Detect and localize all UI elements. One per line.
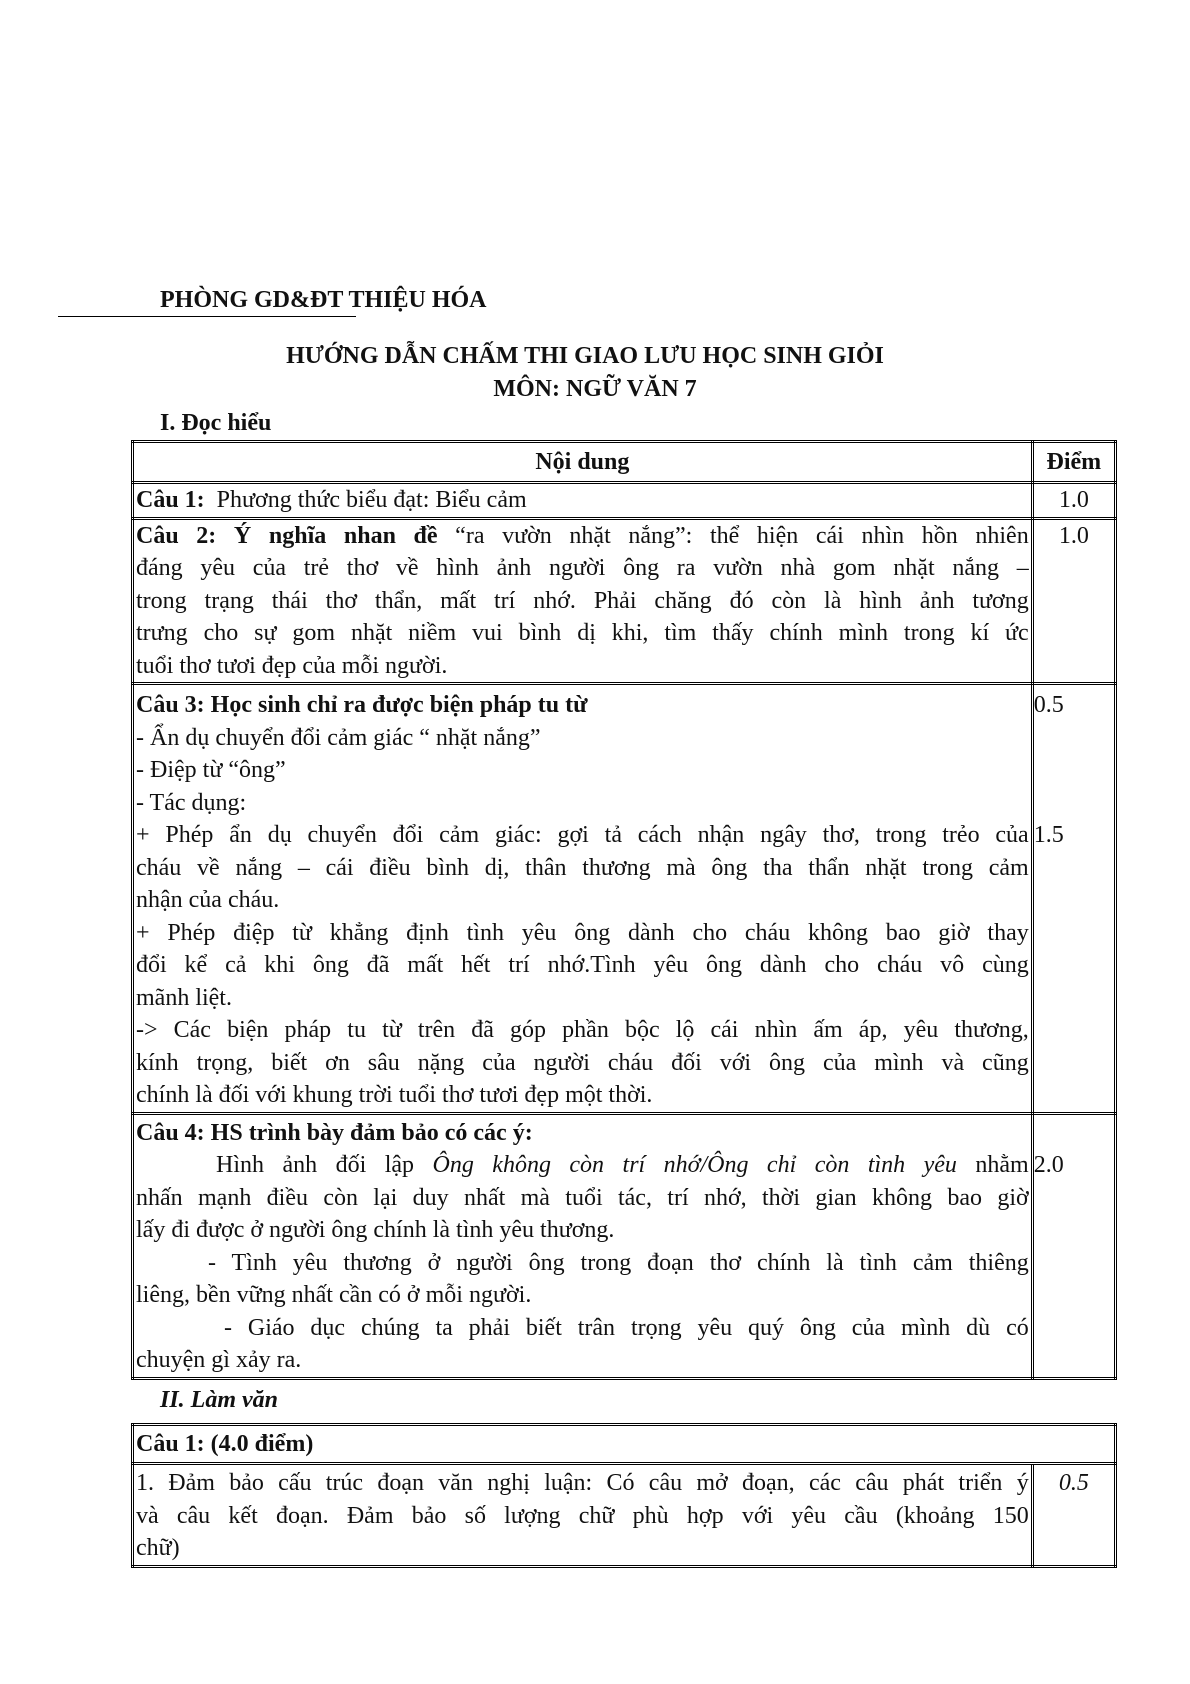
q3-score-cell bbox=[1032, 684, 1115, 1114]
q1-text: Phương thức biểu đạt: Biểu cảm bbox=[204, 487, 527, 513]
q3-line: -> Các biện pháp tu từ trên đã góp phần bộc lộ cái nhìn ấm áp, yêu thương, bbox=[136, 1017, 1029, 1043]
header-underline bbox=[58, 316, 356, 317]
q4-text: nhằm bbox=[956, 1152, 1029, 1178]
q2-cell bbox=[133, 518, 1033, 684]
q4-score: 2.0 bbox=[1033, 1152, 1064, 1178]
q4-score-cell bbox=[1032, 1113, 1115, 1378]
q2-score: 1.0 bbox=[1032, 518, 1115, 684]
q4-cell bbox=[133, 1113, 1033, 1378]
q3-score-1: 0.5 bbox=[1033, 692, 1064, 718]
table-row-q2 bbox=[133, 518, 1116, 684]
writing-item1-cell bbox=[133, 1464, 1033, 1567]
q2-line bbox=[136, 520, 1029, 553]
section-heading-writing: II. Làm văn bbox=[160, 1387, 279, 1413]
table-row-q3 bbox=[133, 684, 1116, 1114]
q4-label: Câu 4: HS trình bày đảm bảo có các ý: bbox=[136, 1119, 533, 1146]
document-title: HƯỚNG DẪN CHẤM THI GIAO LƯU HỌC SINH GIỎI bbox=[286, 343, 884, 369]
q2-line: trưng cho sự gom nhặt niềm vui bình dị khi, tìm thấy chính mình trong kí ức bbox=[136, 620, 1029, 646]
q3-line: cháu về nắng – cái điều bình dị, thân thương mà ông tha thẩn nhặt trong cảm bbox=[136, 854, 1029, 881]
q3-line: - Tác dụng: bbox=[136, 789, 247, 816]
writing-item1-line: 1. Đảm bảo cấu trúc đoạn văn nghị luận: Có câu mở đoạn, các câu phát triển ý bbox=[136, 1470, 1029, 1496]
q3-line: - Ẩn dụ chuyển đổi cảm giác “ nhặt nắng” bbox=[136, 724, 541, 751]
q3-line: nhận của cháu. bbox=[136, 887, 280, 913]
column-header-score: Điểm bbox=[1032, 442, 1115, 483]
q1-cell bbox=[133, 483, 1033, 519]
writing-grading-table bbox=[131, 1423, 1117, 1568]
q4-line: nhấn mạnh điều còn lại duy nhất mà tuổi tác, trí nhớ, thời gian không bao giờ bbox=[136, 1184, 1029, 1211]
q4-line: lấy đi được ở người ông chính là tình yêu thương. bbox=[136, 1217, 615, 1243]
q4-line bbox=[136, 1149, 1029, 1182]
q2-label: Câu 2: Ý nghĩa nhan đề bbox=[136, 522, 438, 549]
q4-line: chuyện gì xảy ra. bbox=[136, 1347, 302, 1373]
q3-line: đổi kể cả khi ông đã mất hết trí nhớ.Tình yêu ông dành cho cháu vô cùng bbox=[136, 952, 1029, 978]
q1-score: 1.0 bbox=[1032, 483, 1115, 519]
table-header-row bbox=[133, 442, 1116, 483]
writing-item1-line: và câu kết đoạn. Đảm bảo số lượng chữ phù hợp với yêu cầu (khoảng 150 bbox=[136, 1502, 1029, 1529]
q4-line: liêng, bền vững nhất cần có ở mỗi người. bbox=[136, 1282, 532, 1308]
q3-line: + Phép ẩn dụ chuyển đổi cảm giác: gợi tả cách nhận ngây thơ, trong trẻo của bbox=[136, 822, 1029, 848]
q3-line: chính là đối với khung trời tuổi thơ tươi đẹp một thời. bbox=[136, 1082, 653, 1108]
q3-score-2: 1.5 bbox=[1033, 822, 1064, 848]
table-row-q1 bbox=[133, 483, 1116, 519]
q3-line: kính trọng, biết ơn sâu nặng của người cháu đối với ông của mình và cũng bbox=[136, 1049, 1029, 1076]
q3-cell bbox=[133, 684, 1033, 1114]
writing-q1-heading: Câu 1: (4.0 điểm) bbox=[133, 1425, 1116, 1464]
q4-line: - Tình yêu thương ở người ông trong đoạn thơ chính là tình cảm thiêng bbox=[208, 1249, 1029, 1276]
q3-line: + Phép điệp từ khẳng định tình yêu ông dành cho cháu không bao giờ thay bbox=[136, 919, 1029, 946]
column-header-content: Nội dung bbox=[133, 442, 1033, 483]
q4-italic-text: Ông không còn trí nhớ/Ông chỉ còn tình yêu bbox=[432, 1152, 957, 1178]
table-row-writing-item1 bbox=[133, 1464, 1116, 1567]
q4-line: - Giáo dục chúng ta phải biết trân trọng yêu quý ông của mình dù có bbox=[224, 1314, 1029, 1341]
q2-line: trong trạng thái thơ thẩn, mất trí nhớ. Phải chăng đó còn là hình ảnh tương bbox=[136, 587, 1029, 614]
writing-item1-line: chữ) bbox=[136, 1535, 180, 1561]
q3-line: mãnh liệt. bbox=[136, 984, 232, 1011]
writing-item1-score: 0.5 bbox=[1032, 1464, 1115, 1567]
q2-line: đáng yêu của trẻ thơ về hình ảnh người ông ra vườn nhà gom nhặt nắng – bbox=[136, 555, 1029, 581]
q3-line: - Điệp từ “ông” bbox=[136, 757, 286, 783]
q4-score-spacer bbox=[1034, 1117, 1112, 1150]
department-name: PHÒNG GD&ĐT THIỆU HÓA bbox=[160, 287, 487, 313]
q3-score-spacer bbox=[1034, 722, 1112, 820]
section-heading-reading: I. Đọc hiểu bbox=[160, 410, 272, 436]
q4-text: Hình ảnh đối lập bbox=[216, 1152, 433, 1178]
table-row-q4 bbox=[133, 1113, 1116, 1378]
q3-label: Câu 3: Học sinh chỉ ra được biện pháp tu từ bbox=[136, 692, 588, 718]
q2-line: tuổi thơ tươi đẹp của mỗi người. bbox=[136, 652, 448, 679]
subject-title: MÔN: NGỮ VĂN 7 bbox=[493, 376, 697, 402]
q1-label: Câu 1: bbox=[136, 487, 205, 513]
q2-line-text: “ra vườn nhặt nắng”: thể hiện cái nhìn hồn nhiên bbox=[437, 522, 1029, 549]
reading-grading-table bbox=[131, 440, 1117, 1380]
table-row-writing-q1-heading bbox=[133, 1425, 1116, 1464]
